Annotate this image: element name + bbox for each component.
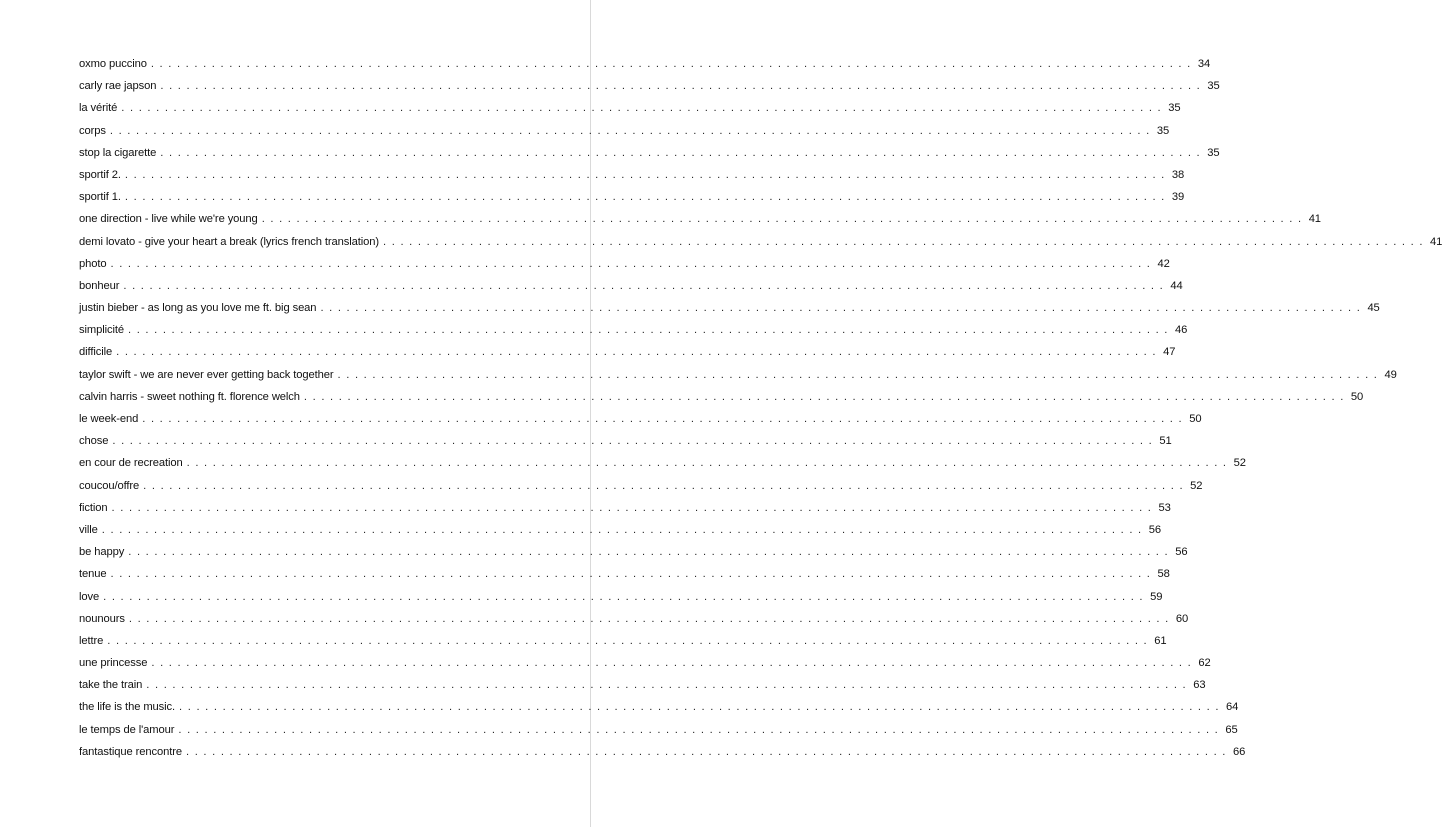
toc-entry-page-number: 51 bbox=[1159, 435, 1172, 448]
toc-dot-leader: ........................................................................................................................ bbox=[150, 58, 1196, 70]
toc-entry bbox=[79, 519, 1162, 541]
toc-dot-leader: ........................................................................................................................ bbox=[128, 324, 1174, 337]
toc-dot-leader: ........................................................................................................................ bbox=[151, 657, 1197, 670]
toc-entry-title: difficile bbox=[79, 346, 113, 359]
toc-entry-title: coucou/offre bbox=[79, 479, 140, 492]
toc-entry bbox=[79, 475, 1203, 497]
toc-entry bbox=[79, 275, 1183, 297]
toc-entry-title: ville bbox=[79, 523, 98, 536]
toc-entry-page-number: 46 bbox=[1175, 324, 1188, 337]
toc-dot-leader: ........................................................................................................................ bbox=[261, 213, 1307, 226]
toc-entry-page-number: 53 bbox=[1158, 501, 1171, 514]
toc-entry bbox=[79, 563, 1170, 585]
toc-entry bbox=[79, 430, 1172, 452]
toc-entry-title: calvin harris - sweet nothing ft. florence welch bbox=[79, 390, 300, 403]
toc-dot-leader: ........................................................................................................................ bbox=[110, 257, 1156, 270]
toc-entry bbox=[79, 319, 1188, 341]
toc-entry bbox=[79, 452, 1246, 474]
toc-entry-page-number: 41 bbox=[1430, 235, 1442, 248]
toc-entry-page-number: 52 bbox=[1190, 479, 1203, 492]
toc-entry-title: oxmo puccino bbox=[79, 58, 147, 70]
toc-entry-title: stop la cigarette bbox=[79, 146, 157, 159]
toc-entry-title: fantastique rencontre bbox=[79, 745, 183, 758]
toc-dot-leader: ........................................................................................................................ bbox=[116, 346, 1162, 359]
toc-dot-leader: ........................................................................................................................ bbox=[103, 590, 1149, 603]
toc-dot-leader: ........................................................................................................................ bbox=[109, 124, 1155, 137]
toc-entry-title: lettre bbox=[79, 634, 104, 647]
toc-entry-page-number: 42 bbox=[1157, 257, 1170, 270]
toc-entry-page-number: 50 bbox=[1189, 413, 1202, 425]
toc-dot-leader: ........................................................................................................................ bbox=[121, 102, 1167, 115]
toc-entry-page-number: 50 bbox=[1350, 390, 1364, 403]
toc-entry-page-number: 45 bbox=[1367, 302, 1380, 315]
toc-entry-title: nounours bbox=[79, 612, 125, 625]
toc-dot-leader: ........................................................................................................................ bbox=[146, 679, 1192, 692]
toc-entry-page-number: 39 bbox=[1171, 191, 1185, 204]
toc-dot-leader: ........................................................................................................................ bbox=[303, 390, 1349, 403]
toc-entry-page-number: 56 bbox=[1148, 523, 1162, 536]
toc-entry-title: taylor swift - we are never ever getting back together bbox=[79, 368, 334, 381]
table-of-contents bbox=[79, 53, 1442, 763]
toc-entry-title: corps bbox=[79, 124, 106, 137]
toc-entry bbox=[79, 741, 1246, 763]
toc-dot-leader: ........................................................................................................................ bbox=[320, 302, 1366, 315]
toc-entry-page-number: 62 bbox=[1198, 657, 1211, 670]
toc-entry-title: fiction bbox=[79, 501, 108, 514]
toc-entry-page-number: 65 bbox=[1225, 723, 1238, 736]
toc-entry-title: love bbox=[79, 590, 100, 603]
toc-dot-leader: ........................................................................................................................ bbox=[143, 479, 1189, 492]
toc-entry-page-number: 52 bbox=[1233, 457, 1246, 470]
toc-entry-title: chose bbox=[79, 435, 109, 448]
toc-entry bbox=[79, 696, 1239, 718]
toc-entry-page-number: 35 bbox=[1168, 102, 1181, 115]
toc-entry bbox=[79, 97, 1181, 119]
toc-entry-page-number: 49 bbox=[1384, 368, 1397, 381]
toc-entry-title: the life is the music. bbox=[79, 701, 176, 714]
toc-entry bbox=[79, 408, 1202, 430]
toc-entry-page-number: 34 bbox=[1197, 58, 1211, 70]
toc-entry bbox=[79, 253, 1170, 275]
toc-entry bbox=[79, 674, 1206, 696]
toc-entry-page-number: 44 bbox=[1170, 279, 1183, 292]
toc-entry-page-number: 56 bbox=[1175, 546, 1188, 559]
toc-entry-page-number: 41 bbox=[1308, 213, 1321, 226]
toc-entry-page-number: 35 bbox=[1156, 124, 1170, 137]
toc-entry bbox=[79, 142, 1220, 164]
toc-entry-title: une princesse bbox=[79, 657, 148, 670]
toc-entry-page-number: 35 bbox=[1207, 80, 1220, 93]
toc-dot-leader: ........................................................................................................................ bbox=[101, 523, 1147, 536]
toc-entry-page-number: 38 bbox=[1171, 168, 1185, 181]
toc-entry-page-number: 59 bbox=[1150, 590, 1163, 603]
toc-entry bbox=[79, 630, 1167, 652]
toc-entry-page-number: 63 bbox=[1193, 679, 1206, 692]
toc-dot-leader: ........................................................................................................................ bbox=[186, 457, 1232, 470]
toc-entry bbox=[79, 608, 1189, 630]
toc-dot-leader: ........................................................................................................................ bbox=[160, 146, 1206, 159]
toc-entry bbox=[79, 652, 1211, 674]
toc-dot-leader: ........................................................................................................................ bbox=[112, 435, 1158, 448]
toc-entry-title: be happy bbox=[79, 546, 125, 559]
toc-entry-title: sportif 2. bbox=[79, 168, 121, 181]
toc-entry-title: photo bbox=[79, 257, 107, 270]
toc-entry bbox=[79, 208, 1321, 230]
toc-dot-leader: ........................................................................................................................ bbox=[179, 701, 1225, 714]
toc-entry-page-number: 58 bbox=[1157, 568, 1170, 581]
toc-entry-title: take the train bbox=[79, 679, 143, 692]
toc-dot-leader: ........................................................................................................................ bbox=[110, 568, 1156, 581]
toc-dot-leader: ........................................................................................................................ bbox=[337, 368, 1383, 381]
toc-entry-title: le temps de l'amour bbox=[79, 723, 175, 736]
toc-entry bbox=[79, 297, 1380, 319]
toc-entry-title: le week-end bbox=[79, 413, 139, 425]
toc-dot-leader: ........................................................................................................................ bbox=[128, 612, 1174, 625]
toc-entry-title: en cour de recreation bbox=[79, 457, 183, 470]
toc-dot-leader: ........................................................................................................................ bbox=[142, 413, 1188, 425]
toc-entry-title: tenue bbox=[79, 568, 107, 581]
toc-entry-title: la vérité bbox=[79, 102, 118, 115]
toc-entry bbox=[79, 53, 1211, 75]
toc-entry-title: bonheur bbox=[79, 279, 120, 292]
toc-entry bbox=[79, 497, 1171, 519]
toc-entry bbox=[79, 541, 1188, 563]
toc-entry bbox=[79, 341, 1176, 363]
toc-entry-title: sportif 1. bbox=[79, 191, 121, 204]
toc-dot-leader: ........................................................................................................................ bbox=[186, 745, 1232, 758]
toc-entry bbox=[79, 364, 1397, 386]
toc-dot-leader: ........................................................................................................................ bbox=[124, 191, 1170, 204]
toc-dot-leader: ........................................................................................................................ bbox=[124, 168, 1170, 181]
toc-entry-title: carly rae japson bbox=[79, 80, 157, 93]
toc-dot-leader: ........................................................................................................................ bbox=[123, 279, 1169, 292]
toc-dot-leader: ........................................................................................................................ bbox=[160, 80, 1206, 93]
toc-dot-leader: ........................................................................................................................ bbox=[128, 546, 1174, 559]
toc-dot-leader: ........................................................................................................................ bbox=[107, 634, 1153, 647]
toc-entry bbox=[79, 75, 1220, 97]
toc-dot-leader: ........................................................................................................................ bbox=[111, 501, 1157, 514]
toc-entry bbox=[79, 186, 1185, 208]
toc-entry-page-number: 47 bbox=[1163, 346, 1176, 359]
toc-entry bbox=[79, 586, 1163, 608]
toc-entry-page-number: 66 bbox=[1233, 745, 1246, 758]
toc-entry bbox=[79, 120, 1170, 142]
toc-entry bbox=[79, 164, 1185, 186]
toc-entry bbox=[79, 719, 1238, 741]
toc-entry-title: justin bieber - as long as you love me ft. big sean bbox=[79, 302, 317, 315]
toc-entry-title: one direction - live while we're young bbox=[79, 213, 258, 226]
toc-entry-page-number: 35 bbox=[1207, 146, 1220, 159]
toc-dot-leader: ........................................................................................................................ bbox=[383, 235, 1429, 248]
toc-entry-title: demi lovato - give your heart a break (lyrics french translation) bbox=[79, 235, 380, 248]
toc-entry bbox=[79, 386, 1364, 408]
toc-entry-page-number: 64 bbox=[1226, 701, 1239, 714]
toc-entry-page-number: 60 bbox=[1175, 612, 1189, 625]
toc-dot-leader: ........................................................................................................................ bbox=[178, 723, 1224, 736]
toc-entry-page-number: 61 bbox=[1154, 634, 1167, 647]
toc-entry-title: simplicité bbox=[79, 324, 125, 337]
toc-entry bbox=[79, 231, 1442, 253]
